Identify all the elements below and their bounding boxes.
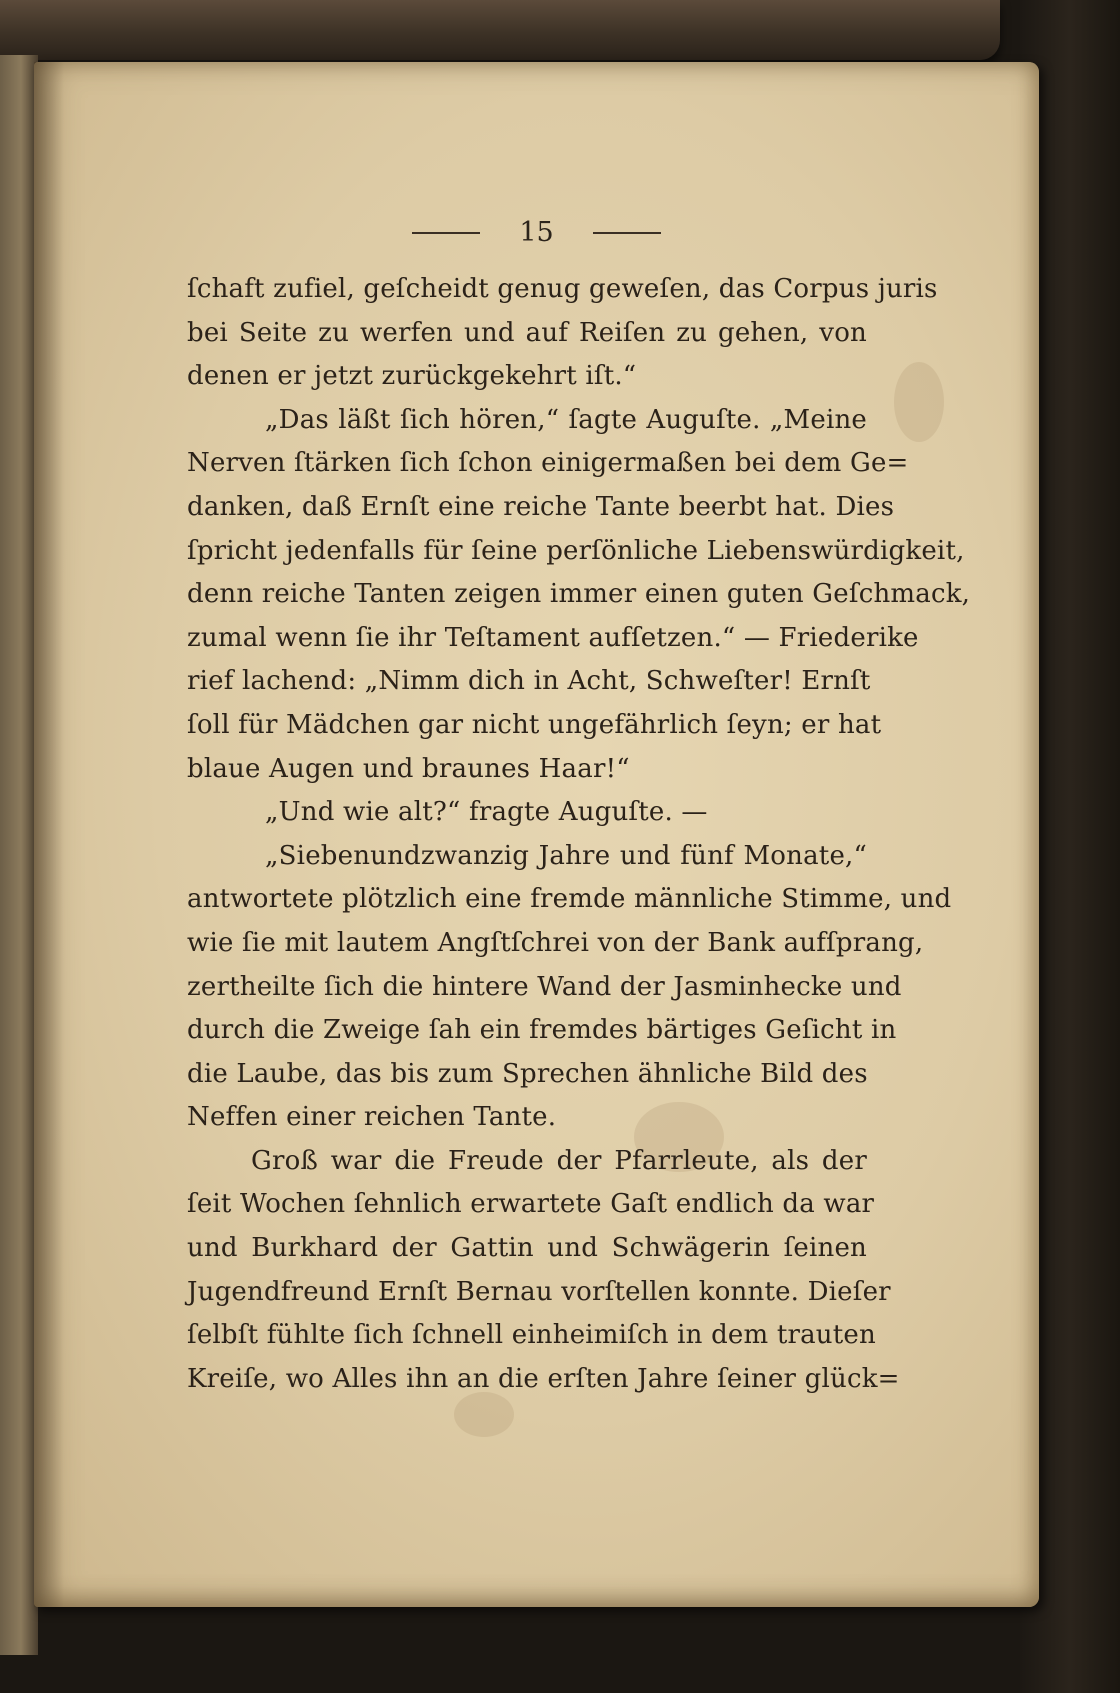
- text-line: denn reiche Tanten zeigen immer einen guten Geſchmack,: [187, 579, 971, 610]
- text-line: „Das läßt ſich hören,“ ſagte Auguſte. „Meine: [265, 404, 867, 435]
- header-rule-left: [412, 232, 480, 234]
- text-line: ſchaft zufiel, geſcheidt genug geweſen, das Corpus juris: [187, 274, 938, 304]
- text-line: rief lachend: „Nimm dich in Acht, Schweſter! Ernſt: [187, 666, 871, 697]
- text-line: ſelbſt fühlte ſich ſchnell einheimiſch in dem trauten: [187, 1320, 876, 1351]
- page-number: 15: [519, 217, 554, 248]
- text-line: denen er jetzt zurückgekehrt iſt.“: [187, 361, 637, 392]
- text-line: Neffen einer reichen Tante.: [187, 1102, 557, 1133]
- text-line: Kreiſe, wo Alles ihn an die erſten Jahre ſeiner glück=: [187, 1363, 900, 1394]
- page-header: [34, 217, 1039, 248]
- book-cover-top: [0, 0, 1000, 60]
- book-page: [34, 62, 1039, 1607]
- header-rule-right: [593, 232, 661, 234]
- text-line: Nerven ſtärken ſich ſchon einigermaßen bei dem Ge=: [187, 448, 909, 479]
- text-line: wie ſie mit lautem Angſtſchrei von der Bank aufſprang,: [187, 927, 924, 958]
- text-line: ſeit Wochen ſehnlich erwartete Gaſt endlich da war: [187, 1189, 875, 1220]
- paper-stain: [894, 362, 944, 442]
- text-line: zertheilte ſich die hintere Wand der Jasminhecke und: [187, 971, 902, 1002]
- text-line: durch die Zweige ſah ein fremdes bärtiges Geſicht in: [187, 1015, 897, 1046]
- text-line: zumal wenn ſie ihr Teſtament aufſetzen.“ — Friederike: [187, 622, 919, 653]
- text-line: bei Seite zu werfen und auf Reiſen zu gehen, von: [187, 317, 867, 348]
- text-line: „Siebenundzwanzig Jahre und fünf Monate,“: [265, 840, 867, 871]
- text-line: danken, daß Ernſt eine reiche Tante beerbt hat. Dies: [187, 491, 895, 522]
- text-line: die Laube, das bis zum Sprechen ähnliche Bild des: [187, 1058, 868, 1089]
- text-line: und Burkhard der Gattin und Schwägerin ſeinen: [187, 1233, 867, 1264]
- text-line: Groß war die Freude der Pfarrleute, als der: [251, 1145, 867, 1176]
- text-line: Jugendfreund Ernſt Bernau vorſtellen konnte. Dieſer: [187, 1276, 891, 1307]
- text-line: ſoll für Mädchen gar nicht ungefährlich ſeyn; er hat: [187, 709, 882, 740]
- text-line: ſpricht jedenfalls für ſeine perſönliche Liebenswürdigkeit,: [187, 535, 965, 566]
- gutter-shadow: [34, 62, 64, 1607]
- previous-page-edge: [0, 55, 38, 1655]
- text-line: antwortete plötzlich eine fremde männliche Stimme, und: [187, 884, 952, 915]
- text-line: „Und wie alt?“ fragte Auguſte. —: [265, 797, 708, 828]
- text-line: blaue Augen und braunes Haar!“: [187, 753, 630, 784]
- body-text: [187, 268, 971, 1401]
